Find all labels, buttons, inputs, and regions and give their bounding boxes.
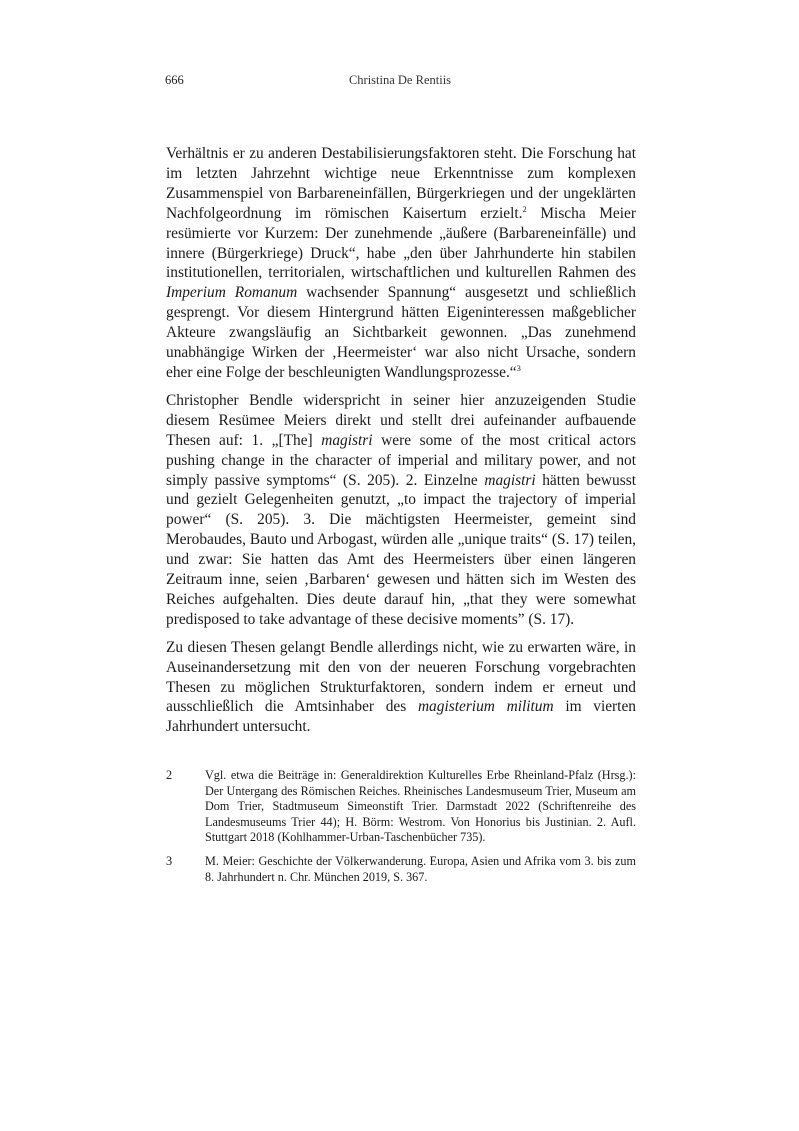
text-segment: Mischa Meier resümierte vor Kurzem: Der zunehmende „äußere (Barbareneinfälle) und innere (Bürgerkriege) Druck“, habe „den über Jahrhunderte hin stabilen institutionellen, territorialen, wirtschaftlichen und kulturellen Rahmen des [166,204,636,282]
main-text [166,144,636,745]
footnotes [166,768,636,893]
footnote-number: 3 [166,853,173,868]
paragraph-1 [166,144,636,383]
page-header [165,73,635,91]
italic-term: magistri [321,431,373,449]
footnote-ref-3: 3 [516,362,521,373]
paragraph-3 [166,638,636,738]
footnote-text: M. Meier: Geschichte der Völkerwanderung. Europa, Asien und Afrika vom 3. bis zum 8. Jahrhundert n. Chr. München 2019, S. 367. [205,853,636,884]
text-segment: hätten bewusst und gezielt Gelegenheiten genutzt, „to impact the trajectory of imperial power“ (S. 205). 3. Die mächtigsten Heermeister, gemeint sind Merobaudes, Bauto und Arbogast, würden alle „unique traits“ (S. 17) teilen, und zwar: Sie hatten das Amt des Heermeisters über einen längeren Zeitraum inne, seien ‚Barbaren‘ gewesen und hätten sich im Westen des Reiches aufgehalten. Dies deute darauf hin, „that they were somewhat predisposed to take advantage of these decisive moments” (S. 17). [166,471,636,628]
page-number: 666 [165,73,184,87]
text-segment: were some of the most critical actors pushing change in the character of imperial and military power, and not simply passive symptoms“ (S. 205). 2. Einzelne [166,431,636,489]
footnote-number: 2 [166,768,173,782]
italic-term: magistri [484,471,536,489]
text-segment: Christopher Bendle widerspricht in seiner hier anzuzeigenden Studie diesem Resümee Meiers direkt und stellt drei aufeinander aufbauende Thesen auf: 1. „[The] [166,391,636,449]
italic-term: magisterium militum [417,698,554,716]
text-segment: Verhältnis er zu anderen Destabilisierungsfaktoren steht. Die Forschung hat im letzten Jahrzehnt wichtige neue Erkenntnisse zum komplexen Zusammenspiel von Barbareneinfällen, Bürgerkriegen und der ungeklärten Nachfolgeordnung im römischen Kaisertum erzielt. [166,145,636,222]
footnote-ref-2: 2 [522,203,527,214]
footnote-2 [166,768,636,846]
italic-term: Imperium Romanum [166,284,298,302]
footnote-3 [166,854,636,885]
paragraph-2 [166,391,636,630]
running-head-author: Christina De Rentiis [348,73,452,87]
text-segment: wachsender Spannung“ ausgesetzt und schließlich gesprengt. Vor diesem Hintergrund hätten Eigeninteressen maßgeblicher Akteure zwangsläufig an Sichtbarkeit gewonnen. „Das zunehmend unabhängige Wirken der ‚Heermeister‘ war also nicht Ursache, sondern eher eine Folge der beschleunigten Wandlungsprozesse.“ [166,284,636,381]
text-segment: Zu diesen Thesen gelangt Bendle allerdings nicht, wie zu erwarten wäre, in Auseinandersetzung mit den von der neueren Forschung vorgebrachten Thesen zu möglichen Strukturfaktoren, sondern indem er erneut und ausschließlich die Amtsinhaber des [166,638,636,716]
footnote-text: Vgl. etwa die Beiträge in: Generaldirektion Kulturelles Erbe Rheinland-Pfalz (Hrsg.): Der Untergang des Römischen Reiches. Rheinisches Landesmuseum Trier, Museum am Dom Trier, Stadtmuseum Simeonstift Trier. Darmstadt 2022 (Schriftenreihe des Landesmuseums Trier 44); H. Börm: Westrom. Von Honorius bis Justinian. 2. Aufl. Stuttgart 2018 (Kohlhammer-Urban-Taschenbücher 735). [205,768,636,845]
text-segment: im vierten Jahrhundert untersucht. [166,698,636,736]
